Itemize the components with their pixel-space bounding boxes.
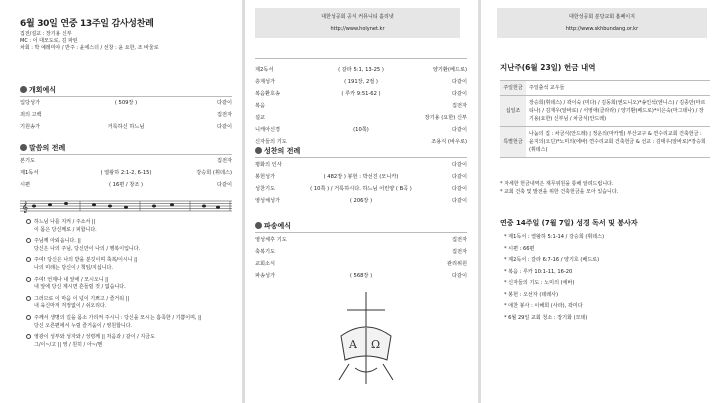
psalm-line: 이 몸은 당신께로 / 피합니다. [34,226,97,233]
liturgy-row: 봉헌성가 ( 482장 ) 봉헌 : 박선진 (모니카) 다같이 [255,174,467,180]
circle-marker-icon [26,334,31,339]
offering-title: 지난주(6월 23일) 헌금 내역 [500,63,596,72]
psalm-line: 주께서 생명의 길을 몸소 가리켜 주시니 : 당신을 모시는 흡족한 / 기쁨이며, || [26,315,201,323]
divider [255,157,467,158]
psalm-line: 영광이 성부와 성자와 / 성령께 || 처음과 / 같이 / 지금도 [26,334,201,342]
liturgy-row: 기원송가 거룩하신 하느님 다같이 [20,124,232,130]
liturgy-row: 입당성가 ( 509장 ) 다같이 [20,100,232,106]
liturgy-row: 평화의 인사 다같이 [255,162,467,168]
liturgy-row: 제1독서 ( 열왕하 2:1-2, 6-15) 강승희 (휘데스) [20,170,232,176]
psalm-music-staff [20,199,232,213]
table-row: 십일조 장승희(휘데스) / 곽이숙 (미다) / 김동희(엔도니오)*송인석(엔니스) / 김종만(마르티나) / 김재우(알바로) / 서영애(클라라) / 양기환(베드로)*이은숙(마그데나) / 장기용(요한) 신부님 / 차금식(안드레) [500,96,710,127]
psalm-line: 주여! 언제나 내 앞에 / 모시오니 || [26,277,201,285]
liturgy-row: 영성체후 기도 집전자 [255,237,467,243]
section-bullet-icon [255,222,262,229]
section-bullet-icon [20,86,27,93]
list-item: * 복음 : 루카 10:1-11, 16-20 [504,268,573,275]
duty-list [504,232,604,324]
circle-marker-icon [26,277,31,282]
list-item: * 시편 : 66편 [504,245,535,252]
liturgy-row: 복음환호송 ( 루카 9:51-62 ) 다같이 [255,91,467,97]
psalm-line: 나의 미래는 당신이 / 책임/지십니다. [34,264,113,271]
circle-marker-icon [26,257,31,262]
divider [255,58,467,59]
holynet-header: 대한성공회 공식 커뮤니티 홀리넷 http://www.holynet.kr [255,8,460,38]
list-item: * 제1독서 : 열왕하 5:1-14 / 강승희 (휘데스) [504,234,605,240]
section-bullet-icon [20,144,27,151]
section-dismissal: 파송예식 [255,221,291,231]
alpha-omega-emblem-icon [335,288,397,388]
list-item: * 6월 29일 교회 청소 : 장기화 (모데) [504,314,588,321]
svg-text:Ω: Ω [371,338,381,351]
section-opening: 개회예식 [20,85,56,95]
psalm-line: 내 앞에 당신 계시면 흔들릴 것 / 없습니다. [34,284,126,291]
psalm-line: 당신 오른편에서 누릴 즐거움이 / 영원합니다. [34,322,133,329]
divider [20,154,232,155]
list-item: * 제2독서 : 갈라 6:7-16 / 양기호 (베드로) [504,257,600,263]
liturgy-row: 교회소식 관리위원 [255,261,467,267]
section-bullet-icon [255,147,262,154]
list-item: * 봉헌 : 오선자 (데레사) [504,291,559,298]
bulletin-column-notices [482,0,720,403]
church-homepage-header: 대한성공회 분당교회 홈페이지 http://www.skhbundang.or.kr [497,8,707,38]
svg-text:𝄞: 𝄞 [22,202,28,213]
liturgy-row: 파송성가 ( 568장 ) 다같이 [255,273,467,279]
psalm-line: 내 육신마저 걱정없이 / 쉬오리다. [34,303,107,310]
service-title: 6월 30일 연중 13주일 감사성찬례 [20,19,154,29]
psalm-line: 주님께 아뢰옵니다. || [26,238,201,246]
bulletin-column-eucharist [245,0,475,403]
circle-marker-icon [26,315,31,320]
page-fold-right [478,0,481,403]
liturgy-row: 제2독서 ( 갈라 5:1, 13-25 ) 양기환(베드로) [255,67,467,73]
circle-marker-icon [26,296,31,301]
bulletin-column-liturgy [0,0,242,403]
liturgy-row: 신자들의 기도 조용식 (바우로) [255,139,467,145]
liturgy-row: 죄의 고백 집전자 [20,112,232,118]
circle-marker-icon [26,219,31,224]
liturgy-row: 시편 ( 16편 / 창조 ) 다같이 [20,182,232,188]
liturgy-row: 복음 집전자 [255,103,467,109]
psalm-text [26,219,201,349]
divider [20,96,232,97]
list-item: * 애찬 봉사 : 이해희 (사라), 곽미다 [504,303,583,309]
psalm-line: 하느님 나를 지켜 / 주소서 || [26,219,201,227]
liturgy-row: 본기도 집전자 [20,158,232,164]
service-info: 집전/설교 : 장기용 신부 MC : 이 대모도로, 김 파틴 차회 : 박 예레미야 / 반주 : 윤에스더 / 선창 : 윤 요한, 조 바울로 [20,31,159,52]
section-word: 말씀의 전례 [20,143,65,153]
psalm-line: 그/이~/고 || 영 / 원히 / 아~/멘 [34,341,103,348]
duty-title: 연중 14주일 (7월 7일) 성경 독서 및 봉사자 [500,219,638,227]
psalm-line: 그러므로 이 마음 이 넋이 기쁘고 / 즐거워 || [26,296,201,304]
divider [255,232,467,233]
liturgy-row: 설교 장기용 (요한) 신부 [255,115,467,121]
psalm-line: 당신은 나의 주님, 당신만이 나의 / 행복이입니다. [34,245,141,252]
liturgy-row: 성찬기도 ( 10쪽 ) / 거룩하시다. 하느님 어린양 ( B곡 ) 다같이 [255,186,467,192]
liturgy-row: 층계성가 ( 191장, 2절 ) 다같이 [255,79,467,85]
list-item: * 신자들의 기도 : 노미의 (에바) [504,280,575,286]
circle-marker-icon [26,238,31,243]
liturgy-row: 영성체성가 ( 206장 ) 다같이 [255,198,467,204]
table-row: 특별헌금 나눔의 집 : 차금식(안드레) | 정운의(마카엘) 부산교구 & 연수리교회 건축헌금 : 윤지의(오딘)*노미의(에바) 연수리교회 건축헌금 & 선교 : 김태우(알바로)*장승희(휘데스) [500,127,710,158]
offering-notes: * 자세한 헌금내역은 재무위원을 통해 알려드립니다. * 교회 건축 및 발전을 위한 건축헌금을 모아 있습니다. [500,181,619,195]
liturgy-row: 축복기도 집전자 [255,249,467,255]
liturgy-row: 니케아신경 (10쪽) 다같이 [255,127,467,133]
svg-text:A: A [349,338,357,351]
table-row: 주일헌금 주일출석 교우들 [500,81,710,96]
section-eucharist: 성찬의 전례 [255,146,300,156]
offering-table [500,80,710,158]
psalm-line: 주여! 당신은 나의 받을 분깃이며 축복/이시니 || [26,257,201,265]
